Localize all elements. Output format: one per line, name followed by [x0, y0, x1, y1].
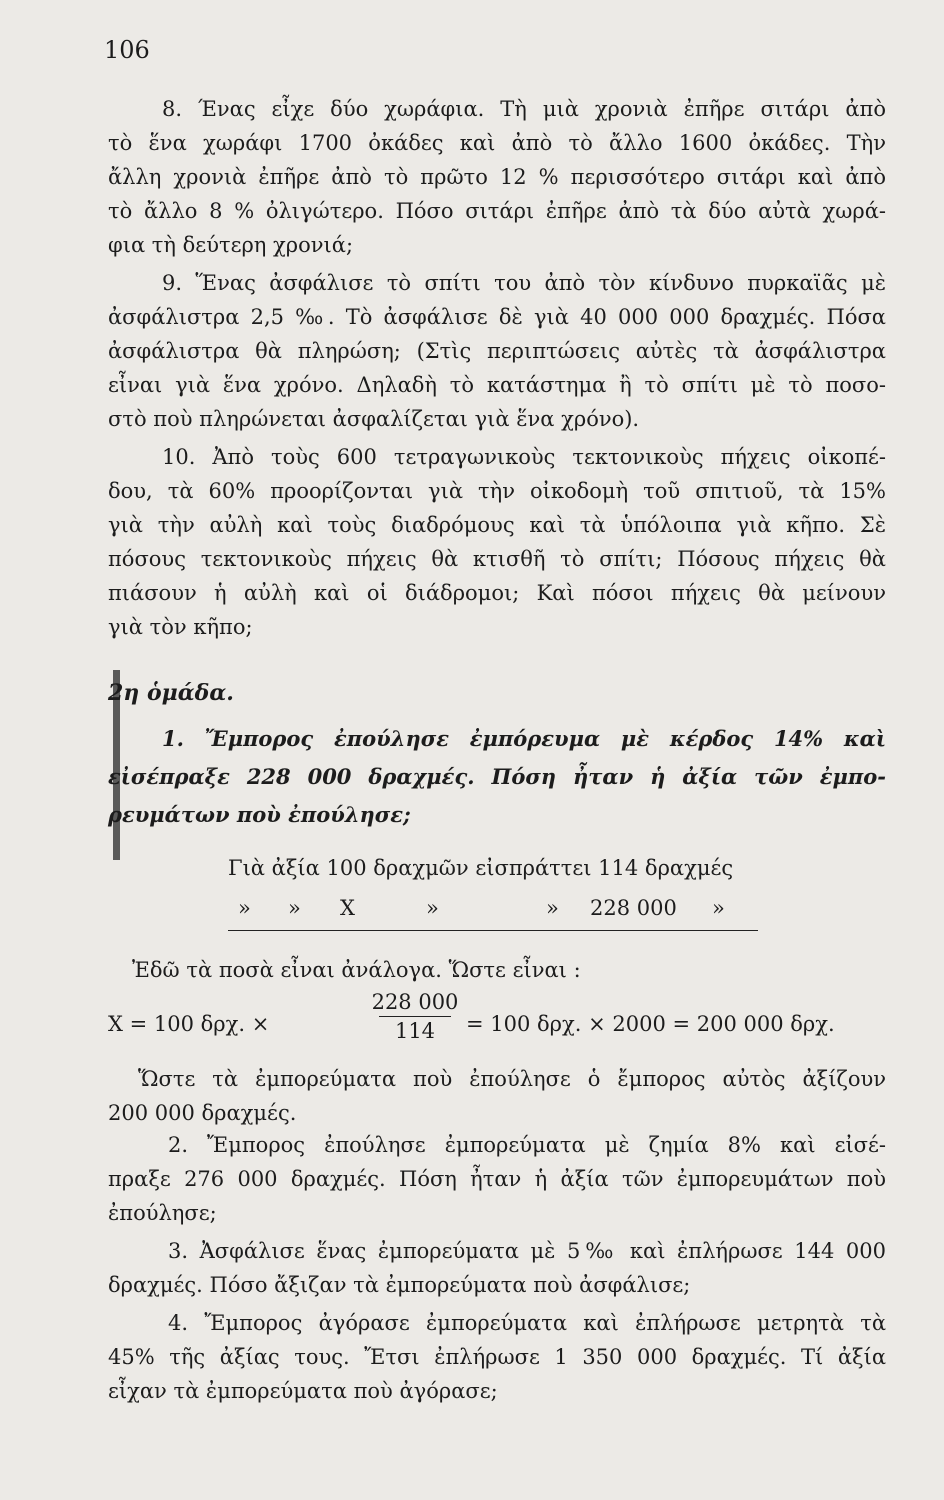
text-line: πιάσουν ἡ αὐλὴ καὶ οἱ διάδρομοι; Καὶ πόσοι πήχεις θὰ μείνουν	[108, 581, 886, 605]
text-line: τὸ ἕνα χωράφι 1700 ὀκάδες καὶ ἀπὸ τὸ ἄλλο 1600 ὀκάδες. Τὴν	[108, 131, 886, 155]
text-line: δραχμές. Πόσο ἄξιζαν τὰ ἐμπορεύματα ποὺ ἀσφάλισε;	[108, 1273, 691, 1297]
equation-lhs: X = 100 δρχ. ×	[108, 1012, 270, 1036]
ditto-mark: »	[546, 896, 559, 920]
text-line: ἄλλη χρονιὰ ἐπῆρε ἀπὸ τὸ πρῶτο 12 % περισσότερο σιτάρι καὶ ἀπὸ	[108, 165, 886, 189]
ditto-mark: »	[426, 896, 439, 920]
text-line: 3. Ἀσφάλισε ἕνας ἐμπορεύματα μὲ 5‰ καὶ ἐπλήρωσε 144 000	[168, 1239, 886, 1263]
solution-conclusion	[108, 1062, 886, 1130]
example-line: εἰσέπραξε 228 000 δραχμές. Πόση ἦταν ἡ ἀξία τῶν ἐμπο-	[108, 764, 886, 789]
text-line: εἶχαν τὰ ἐμπορεύματα ποὺ ἀγόρασε;	[108, 1379, 498, 1403]
text-line: 8. Ένας εἶχε δύο χωράφια. Τὴ μιὰ χρονιὰ ἐπῆρε σιτάρι ἀπὸ	[162, 97, 886, 121]
text-line: εἶναι γιὰ ἕνα χρόνο. Δηλαδὴ τὸ κατάστημα ἢ τὸ σπίτι μὲ τὸ ποσο-	[108, 373, 886, 397]
exercises-top	[108, 92, 886, 644]
text-line: ἀσφάλιστρα θὰ πληρώση; (Στὶς περιπτώσεις αὐτὲς τὰ ἀσφάλιστρα	[108, 339, 886, 363]
fraction-numerator: 228 000	[371, 990, 459, 1014]
text-line: Ὥστε τὰ ἐμπορεύματα ποὺ ἐπούλησε ὁ ἔμπορος αὐτὸς ἀξίζουν	[138, 1067, 886, 1091]
text-line: πόσους τεκτονικοὺς πήχεις θὰ κτισθῆ τὸ σπίτι; Πόσους πήχεις θὰ	[108, 547, 886, 571]
proportion-rule	[228, 930, 758, 931]
text-line: 9. Ἕνας ἀσφάλισε τὸ σπίτι του ἀπὸ τὸν κίνδυνο πυρκαϊᾶς μὲ	[162, 271, 886, 295]
worked-example	[108, 722, 886, 832]
text-line: τὸ ἄλλο 8 % ὀλιγώτερο. Πόσο σιτάρι ἐπῆρε ἀπὸ τὰ δύο αὐτὰ χωρά-	[108, 199, 886, 223]
text-line: φια τὴ δεύτερη χρονιά;	[108, 233, 354, 257]
ditto-mark: »	[712, 896, 725, 920]
fraction	[360, 990, 470, 1043]
text-line: 2. Ἔμπορος ἐπούλησε ἐμπορεύματα μὲ ζημία 8% καὶ εἰσέ-	[168, 1133, 886, 1157]
text-line: στὸ ποὺ πληρώνεται ἀσφαλίζεται γιὰ ἕνα χρόνο).	[108, 407, 640, 431]
exercises-bottom	[108, 1128, 886, 1408]
example-line: ρευμάτων ποὺ ἐπούλησε;	[108, 802, 411, 827]
solution-intro: Ἐδῶ τὰ ποσὰ εἶναι ἀνάλογα. Ὥστε εἶναι :	[132, 958, 581, 982]
proportion-row-1: Γιὰ ἀξία 100 δραχμῶν εἰσπράττει 114 δραχμές	[228, 856, 734, 880]
ditto-mark: »	[238, 896, 251, 920]
text-line: ἐπούλησε;	[108, 1201, 217, 1225]
fraction-denominator: 114	[394, 1019, 436, 1043]
text-line: πραξε 276 000 δραχμές. Πόση ἦταν ἡ ἀξία τῶν ἐμπορευμάτων ποὺ	[108, 1167, 886, 1191]
text-line: 45% τῆς ἀξίας τους. Ἔτσι ἐπλήρωσε 1 350 000 δραχμές. Τί ἀξία	[108, 1345, 886, 1369]
text-line: ἀσφάλιστρα 2,5 ‰. Τὸ ἀσφάλισε δὲ γιὰ 40 000 000 δραχμές. Πόσα	[108, 305, 886, 329]
section-heading: 2η ὁμάδα.	[108, 680, 234, 706]
text-line: 10. Ἀπὸ τοὺς 600 τετραγωνικοὺς τεκτονικοὺς πήχεις οἰκοπέ-	[162, 445, 886, 469]
unknown-x: X	[340, 896, 355, 920]
section-heading-block	[108, 676, 886, 710]
text-line: γιὰ τὴν αὐλὴ καὶ τοὺς διαδρόμους καὶ τὰ ὑπόλοιπα γιὰ κῆπο. Σὲ	[108, 513, 886, 537]
example-line: 1. Ἔμπορος ἐπούλησε ἐμπόρευμα μὲ κέρδος 14% καὶ	[162, 726, 886, 751]
text-line: 4. Ἔμπορος ἀγόρασε ἐμπορεύματα καὶ ἐπλήρωσε μετρητὰ τὰ	[168, 1311, 886, 1335]
ditto-mark: »	[288, 896, 301, 920]
text-line: γιὰ τὸν κῆπο;	[108, 615, 253, 639]
page-number: 106	[104, 36, 150, 64]
equation-rhs: = 100 δρχ. × 2000 = 200 000 δρχ.	[466, 1012, 835, 1036]
proportion-value: 228 000	[590, 896, 677, 920]
text-line: δου, τὰ 60% προορίζονται γιὰ τὴν οἰκοδομὴ τοῦ σπιτιοῦ, τὰ 15%	[108, 479, 886, 503]
text-line: 200 000 δραχμές.	[108, 1101, 297, 1125]
